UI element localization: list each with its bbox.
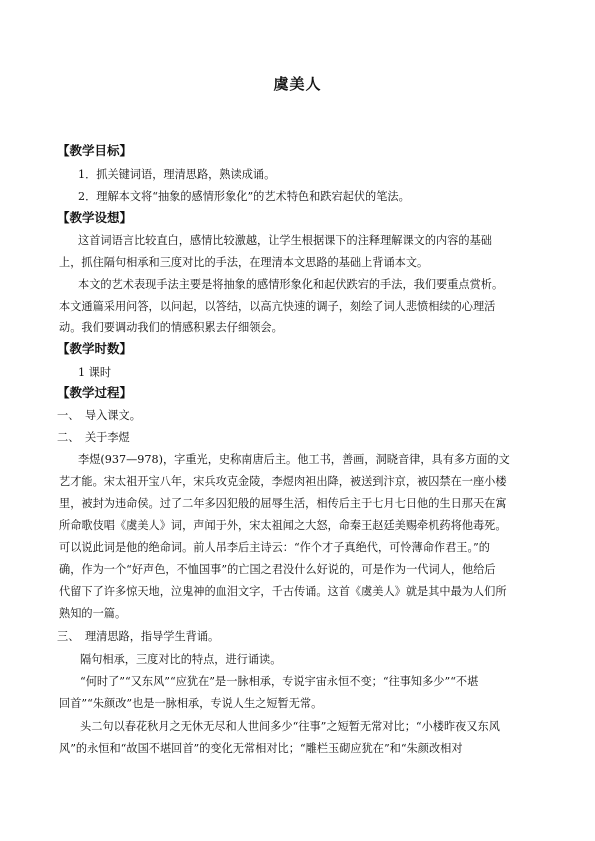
process-step: 一、 导入课文。 <box>57 409 141 422</box>
paragraph-line: 风”的永恒和“故国不堪回首”的变化无常相对比；“雕栏玉砌应犹在”和“朱颜改相对 <box>59 742 463 755</box>
paragraph-line: 隔句相承，三度对比的特点，进行诵读。 <box>80 653 282 666</box>
paragraph-line: 艺才能。宋太祖开宝八年，宋兵攻克金陵，李煜肉袒出降，被送到汴京，被囚禁在一座小楼 <box>59 475 507 488</box>
paragraph-line: 代留下了许多惊天地，泣鬼神的血泪文字，千古传诵。这首《虞美人》就是其中最为人们所 <box>59 585 507 598</box>
paragraph-line: 可以说此词是他的绝命词。前人吊李后主诗云：“作个才子真绝代，可怜薄命作君王。”的 <box>59 541 490 554</box>
process-step: 三、 理清思路，指导学生背诵。 <box>57 630 220 643</box>
hours-value: 1 课时 <box>78 366 112 379</box>
paragraph-line: 李煜(937—978)，字重光，史称南唐后主。他工书，善画，洞晓音律，具有多方面的文 <box>78 453 510 466</box>
paragraph-line: “何时了”“又东风”“应犹在”是一脉相承，专说宇宙永恒不变；“往事知多少”“不堪 <box>80 675 479 688</box>
paragraph-line: 头二句以春花秋月之无休无尽和人世间多少“往事”之短暂无常对比；“小楼昨夜又东风 <box>80 720 500 733</box>
goal-item: 1．抓关键词语，理清思路，熟读成诵。 <box>78 168 276 181</box>
paragraph-line: 本文通篇采用问答，以问起，以答结，以高亢快速的调子，刻绘了词人悲愤相续的心理活 <box>59 300 496 313</box>
page-title: 虞美人 <box>273 75 322 93</box>
section-heading-hours: 【教学时数】 <box>57 341 133 356</box>
paragraph-line: 本文的艺术表现手法主要是将抽象的感情形象化和起伏跌宕的手法，我们要重点赏析。 <box>78 278 504 291</box>
paragraph-line: 确，作为一个“好声色，不恤国事”的亡国之君没什么好说的，可是作为一代词人，他给后 <box>59 563 496 576</box>
paragraph-line: 里，被封为违命侯。过了二年多囚犯般的屈辱生活，相传后主于七月七日他的生日那天在寓 <box>59 497 507 510</box>
paragraph-line: 所命歌伎唱《虞美人》词，声闻于外，宋太祖闻之大怒，命秦王赵廷美赐牵机药将他毒死。 <box>59 519 507 532</box>
paragraph-line: 动。我们要调动我们的情感积累去仔细领会。 <box>59 321 283 334</box>
paragraph-line: 上，抓住隔句相承和三度对比的手法，在理清本文思路的基础上背诵本文。 <box>59 256 429 269</box>
paragraph-line: 熟知的一篇。 <box>59 607 127 620</box>
goal-item: 2．理解本文将“抽象的感情形象化”的艺术特色和跌宕起伏的笔法。 <box>78 190 410 203</box>
section-heading-process: 【教学过程】 <box>57 385 133 400</box>
section-heading-design: 【教学设想】 <box>57 210 133 225</box>
section-heading-goals: 【教学目标】 <box>57 143 133 158</box>
process-step: 二、 关于李煜 <box>57 431 130 444</box>
paragraph-line: 这首词语言比较直白，感情比较激越，让学生根据课下的注释理解课文的内容的基础 <box>78 234 492 247</box>
paragraph-line: 回首”“朱颜改”也是一脉相承，专说人生之短暂无常。 <box>59 697 323 710</box>
